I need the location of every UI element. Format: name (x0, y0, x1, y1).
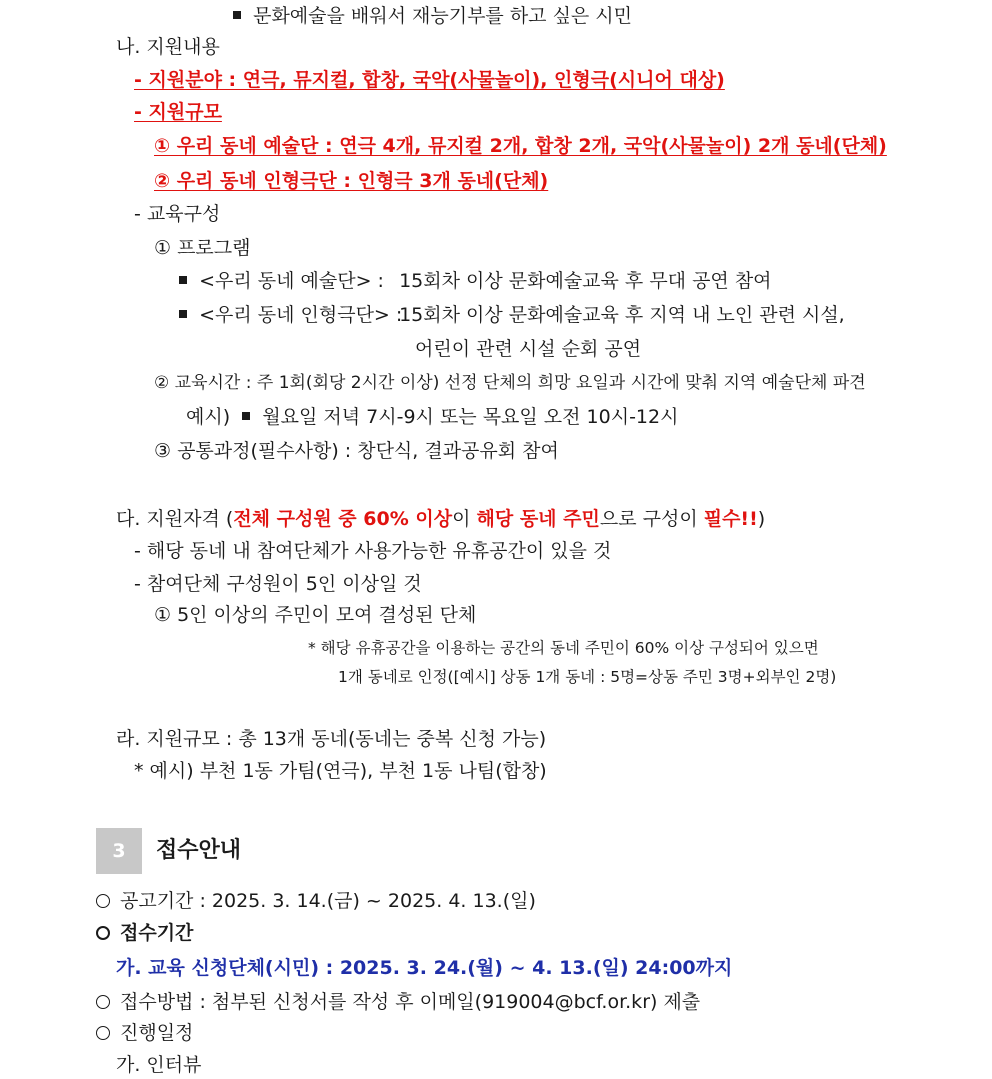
da-text-a: 다. 지원자격 ( (116, 508, 234, 530)
program-item-1 (179, 268, 772, 294)
schedule-heading (96, 1020, 193, 1046)
circle-bullet-icon (96, 1026, 110, 1040)
program-item-2 (179, 302, 845, 328)
edu-time: ② 교육시간 : 주 1회(회당 2시간 이상) 선정 단체의 희망 요일과 시간에 맞춰 지역 예술단체 파견 (154, 373, 866, 393)
program-2-desc: 15회차 이상 문화예술교육 후 지역 내 노인 관련 시설, (399, 304, 845, 326)
program-2-desc-cont: 어린이 관련 시설 순회 공연 (415, 338, 642, 360)
bullet-square-icon (179, 310, 187, 318)
bullet-square-icon (179, 276, 187, 284)
receipt-period (96, 920, 193, 946)
notice-period-text: 공고기간 : 2025. 3. 14.(금) ~ 2025. 4. 13.(일) (120, 890, 536, 912)
bullet-square-icon (233, 11, 241, 19)
section-3-title: 접수안내 (156, 838, 242, 863)
schedule-item-1: 가. 인터뷰 (116, 1054, 202, 1076)
edu-time-example-text: 월요일 저녁 7시-9시 또는 목요일 오전 10시-12시 (262, 406, 679, 428)
program-2-name: <우리 동네 인형극단> : (199, 304, 403, 326)
circle-bullet-icon (96, 926, 110, 940)
program-1-desc: 15회차 이상 문화예술교육 후 무대 공연 참여 (399, 270, 772, 292)
section-ra-example: * 예시) 부천 1동 가팀(연극), 부천 1동 나팀(합창) (134, 760, 547, 782)
receipt-period-text: 접수기간 (120, 922, 194, 944)
edu-time-example (186, 404, 678, 430)
qualification-2-1: ① 5인 이상의 주민이 모여 결성된 단체 (154, 604, 477, 626)
da-text-c: 이 (452, 508, 477, 530)
da-text-b: 전체 구성원 중 60% 이상 (233, 508, 453, 530)
edu-common: ③ 공통과정(필수사항) : 창단식, 결과공유회 참여 (154, 440, 559, 462)
schedule-text: 진행일정 (120, 1022, 194, 1044)
receipt-method (96, 989, 700, 1015)
support-scale-item-1: ① 우리 동네 예술단 : 연극 4개, 뮤지컬 2개, 합창 2개, 국악(사물놀이) 2개 동네(단체) (154, 135, 887, 157)
support-scale-item-2: ② 우리 동네 인형극단 : 인형극 3개 동네(단체) (154, 170, 549, 192)
qualification-2: - 참여단체 구성원이 5인 이상일 것 (134, 573, 422, 595)
da-text-e: 으로 구성이 (599, 508, 704, 530)
support-field: - 지원분야 : 연극, 뮤지컬, 합창, 국악(사물놀이), 인형극(시니어 대상) (134, 69, 725, 91)
notice-period (96, 888, 536, 914)
section-number-badge: 3 (96, 828, 142, 874)
qualification-1: - 해당 동네 내 참여단체가 사용가능한 유휴공간이 있을 것 (134, 540, 612, 562)
circle-bullet-icon (96, 894, 110, 908)
note-line-2: 1개 동네로 인정([예시] 상동 1개 동네 : 5명=상동 주민 3명+외부인 2명) (338, 668, 837, 686)
da-text-d: 해당 동네 주민 (476, 508, 600, 530)
note-line-1: * 해당 유휴공간을 이용하는 공간의 동네 주민이 60% 이상 구성되어 있으면 (308, 639, 819, 657)
section-da-heading (116, 506, 765, 532)
receipt-period-detail: 가. 교육 신청단체(시민) : 2025. 3. 24.(월) ~ 4. 13.(일) 24:00까지 (116, 957, 733, 979)
receipt-method-text: 접수방법 : 첨부된 신청서를 작성 후 이메일(919004@bcf.or.kr) 제출 (120, 991, 701, 1013)
circle-bullet-icon (96, 995, 110, 1009)
da-text-g: ) (757, 508, 766, 530)
edu-program-heading: ① 프로그램 (154, 237, 251, 259)
edu-heading: - 교육구성 (134, 203, 221, 225)
section-ra-heading: 라. 지원규모 : 총 13개 동네(동네는 중복 신청 가능) (116, 728, 547, 750)
edu-time-example-label: 예시) (186, 406, 231, 428)
bullet-square-icon (242, 412, 250, 420)
target-text: 문화예술을 배워서 재능기부를 하고 싶은 시민 (253, 5, 633, 27)
target-item (233, 3, 632, 29)
support-scale-heading: - 지원규모 (134, 101, 222, 123)
program-1-name: <우리 동네 예술단> : (199, 270, 384, 292)
da-text-f: 필수!! (703, 508, 758, 530)
section-na-heading: 나. 지원내용 (116, 36, 220, 58)
